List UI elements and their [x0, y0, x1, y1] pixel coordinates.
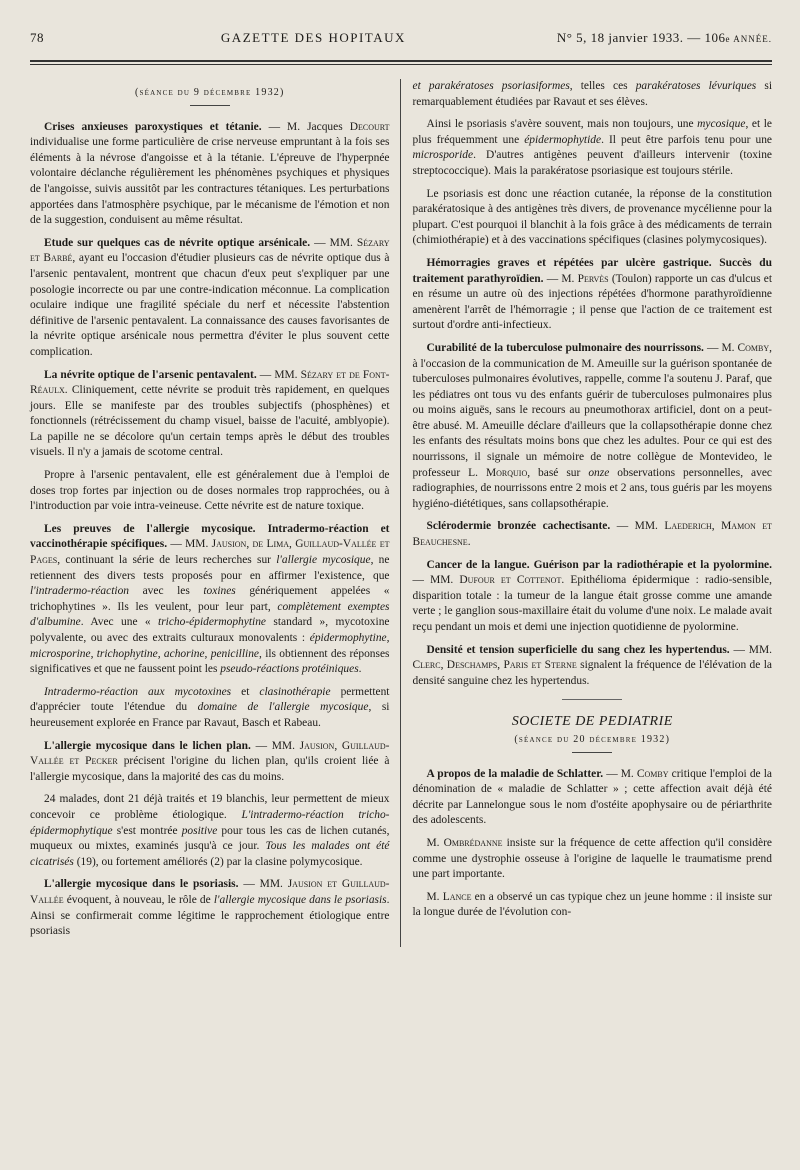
- article-lichen-plan-p2: 24 malades, dont 21 déjà traités et 19 blanchis, leur permettent de mieux concevoir ce problème étiologique. L'intradermo-réaction tricho-épidermophytique s'est montrée positive pour tous les cas de lichen cutanés, muqueux ou mixtes, examinés jusqu'à ce jour. Tous les malades ont été cicatrisés (19), ou fortement améliorés (2) par la clasine polymycosique.: [30, 793, 390, 868]
- header-rule: [30, 60, 772, 65]
- article-title: Les preuves de l'allergie mycosique. Intradermo-réaction et vaccinothérapie spécifiques.: [30, 522, 390, 551]
- article-title: Crises anxieuses paroxystiques et tétanie.: [44, 120, 262, 133]
- columns: [30, 79, 772, 947]
- article-nevrite-pentavalent-p2: Propre à l'arsenic pentavalent, elle est généralement due à l'emploi de doses trop fortes par injection ou de doses normales trop rapprochées, ou à l'introduction par voie intra-veineuse. Cette névrite est de nature toxique.: [30, 469, 390, 513]
- left-column: [30, 79, 400, 947]
- article-lichen-plan: L'allergie mycosique dans le lichen plan. — MM. Jausion, Guillaud-Vallée et Pecker précisent l'origine du lichen plan, qu'ils croient liée à l'allergie mycosique, dans la majorité des cas du moins.: [30, 739, 390, 783]
- page-number: 78: [30, 30, 44, 45]
- article-allergie-mycosique: Les preuves de l'allergie mycosique. Intradermo-réaction et vaccinothérapie spécifiques. — MM. Jausion, de Lima, Guillaud-Vallée et Pages, continuant la série de leurs recherches sur l'allergie mycosique, ne retiennent des divers tests proposés pour en affirmer l'existence, que l'intradermo-réaction avec les toxines génériquement appelées « trichophytines ». Ils les veulent, pour leur part, complètement exemptes d'albumine. Avec une « tricho-épidermophytine standard », mycotoxine polyvalente, ou avec des extraits culturaux monovalents : épidermophytine, microsporine, trichophytine, achorine, penicilline, ils obtiennent des réponses significatives et que ne faussent point les pseudo-réactions protéiniques.: [30, 522, 390, 676]
- article-psoriasis: L'allergie mycosique dans le psoriasis. — MM. Jausion et Guillaud-Vallée évoquent, à nouveau, le rôle de l'allergie mycosique dans le psoriasis. Ainsi se confirmerait comme légitime le rapprochement étiologique entre psoriasis: [30, 878, 390, 938]
- article-body: individualise une forme particulière de crise nerveuse empruntant à la fois ses éléments à la névrose d'angoisse et à la tétanie. L'épreuve de l'hyperpnée volontaire déclanche régulièrement les phénomènes psychiques et physiques de l'angoisse, suivis aussitôt par les contractures tétaniques. Les perturbations apportées dans l'atmosphère psychique, par le mécanisme de l'émotion et non de la suggestion, conduisent au même résultat.: [30, 136, 390, 227]
- article-crises-anxieuses: Crises anxieuses paroxystiques et tétanie. — M. Jacques Decourt individualise une forme particulière de crise nerveuse empruntant à la fois ses éléments à la névrose d'angoisse et à la tétanie. L'épreuve de l'hyperpnée volontaire déclanche régulièrement les phénomènes psychiques et physiques de l'angoisse, suivis aussitôt par les contractures tétaniques. Les perturbations apportées dans l'atmosphère psychique, par le mécanisme de l'émotion et non de la suggestion, conduisent au même résultat.: [30, 120, 390, 227]
- article-densite-sang: Densité et tension superficielle du sang chez les hypertendus. — MM. Clerc, Deschamps, Paris et Sterne signalent la fréquence de l'élévation de la densité sanguine chez les hypertendus.: [412, 643, 772, 687]
- article-title: Hémorragies graves et répétées par ulcère gastrique. Succès du traitement parathyroïdien.: [412, 256, 772, 285]
- author: Decourt: [349, 120, 390, 133]
- article-psoriasis-cont: et parakératoses psoriasiformes, telles ces parakératoses lévuriques si remarquablement étudiées par Ravaut et ses élèves.: [412, 80, 772, 108]
- author: Sézary et Barbé: [30, 236, 390, 265]
- article-psoriasis-p3: Le psoriasis est donc une réaction cutanée, la réponse de la constitution parakératosique à des antigènes très divers, de provenance mycélienne pour la plupart. C'est pourquoi il blanchit à la fois grâce à des médicaments de terrain (chimiothérapie) et à des vaccinations spécifiques (clasines polymycosiques).: [412, 187, 772, 247]
- author: Pervès: [577, 272, 609, 285]
- article-title: A propos de la maladie de Schlatter.: [426, 767, 604, 780]
- article-nevrite-arsenicale: Etude sur quelques cas de névrite optique arsénicale. — MM. Sézary et Barbé, ayant eu l'occasion d'étudier plusieurs cas de névrite optique dus à l'arsenic pentavalent, montrent que chacun d'eux peut s'expliquer par une posologie incorrecte ou par une contre-indication méconnue. La complication oculaire indique une fragilité spéciale du nerf et nécessite l'abstention définitive de l'arsenic pentavalent. La connaissance des causes favorisantes de la névrite optique arsénicale nous permettra d'éviter le plus souvent cette complication.: [30, 236, 390, 358]
- section-divider: [562, 699, 622, 700]
- article-title: La névrite optique de l'arsenic pentavalent.: [44, 368, 257, 381]
- article-title: Cancer de la langue. Guérison par la radiothérapie et la pyolormine.: [426, 558, 772, 571]
- author: Jausion, de Lima, Guillaud-Vallée et Pages: [30, 538, 390, 567]
- article-title: Curabilité de la tuberculose pulmonaire des nourrissons.: [426, 341, 704, 354]
- author: Morquio: [485, 466, 528, 479]
- session-date: (séance du 9 décembre 1932): [134, 87, 285, 98]
- article-body: , ayant eu l'occasion d'étudier plusieurs cas de névrite optique dus à l'arsenic pentavalent, montrent que chacun d'eux peut s'expliquer par une posologie incorrecte ou par une contre-indication méconnue. La complication oculaire indique une fragilité spéciale du nerf et nécessite l'abstention définitive de l'arsenic pentavalent. La connaissance des causes favorisantes de la névrite optique arsénicale nous permettra d'éviter le plus souvent cette complication.: [30, 252, 390, 358]
- section-divider: [572, 752, 612, 753]
- author: Lance: [442, 890, 472, 903]
- article-title: L'allergie mycosique dans le lichen plan.: [44, 739, 251, 752]
- author: Jausion, Guillaud-Vallée et Pecker: [30, 739, 390, 768]
- author: Comby: [636, 767, 669, 780]
- author: Ombrédanne: [443, 836, 503, 849]
- article-title: Sclérodermie bronzée cachectisante.: [426, 520, 611, 533]
- author: Sézary et de Font-Réaulx: [30, 368, 390, 397]
- article-ombredanne: M. Ombrédanne insiste sur la fréquence de cette affection qu'il considère comme une dystrophie osseuse à l'origine de laquelle le traumatisme prend une part importante.: [412, 836, 772, 881]
- article-title: L'allergie mycosique dans le psoriasis.: [44, 878, 239, 891]
- article-lance: M. Lance en a observé un cas typique chez un jeune homme : il insiste sur la longue durée de l'évolution con-: [412, 890, 772, 919]
- author: Dufour et Cottenot: [459, 574, 562, 587]
- article-body: . Cliniquement, cette névrite se produit très rapidement, en quelques jours. Elle se manifeste par des troubles subjectifs (phosphènes) et fonctionnels (rétrécissement du champ visuel, baisse de l'acuité, amblyopie). La papille ne se décolore qu'un certain temps après le début des troubles visuels. Il n'y a jamais de scotome central.: [30, 384, 390, 459]
- article-nevrite-pentavalent: La névrite optique de l'arsenic pentavalent. — MM. Sézary et de Font-Réaulx. Cliniquement, cette névrite se produit très rapidement, en quelques jours. Elle se manifeste par des troubles subjectifs (phosphènes) et fonctionnels (rétrécissement du champ visuel, baisse de l'acuité, amblyopie). La papille ne se décolore qu'un certain temps après le début des troubles visuels. Il n'y a jamais de scotome central.: [30, 368, 390, 459]
- page-header: [30, 30, 772, 52]
- section-divider: [190, 105, 230, 106]
- article-psoriasis-p2: Ainsi le psoriasis s'avère souvent, mais non toujours, une mycosique, et le plus fréquemment une épidermophytide. Il peut être parfois tenu pour une microsporide. D'autres antigènes peuvent d'ailleurs intervenir (toxine streptococcique). Mais la parakératose psoriasique est toujours stérile.: [412, 118, 773, 177]
- author: Comby: [737, 341, 770, 354]
- author: Laederich, Mamon et Beauchesne: [412, 520, 773, 549]
- article-schlatter: A propos de la maladie de Schlatter. — M. Comby critique l'emploi de la dénomination de « maladie de Schlatter » ; cette affection avait déjà été décrite par Lannelongue sous le nom d'ostéite apophysaire ou de périarthrite des adolescents.: [412, 767, 772, 827]
- article-allergie-mycosique-p2: Intradermo-réaction aux mycotoxines et clasinothérapie permettent d'apprécier toute l'étendue du domaine de l'allergie mycosique, si heureusement explorée en France par Ravaut, Basch et Rabeau.: [30, 685, 390, 729]
- article-cancer-langue: Cancer de la langue. Guérison par la radiothérapie et la pyolormine. — MM. Dufour et Cottenot. Epithélioma épidermique : radio-sensible, disparition totale : la tumeur de la langue était grosse comme une amande verte ; le ganglion sous-maxillaire était du volume d'une noix. Le malade avait reçu pendant un mois et demi une injection quotidienne de pyolormine.: [412, 558, 772, 633]
- society-heading: SOCIETE DE PEDIATRIE: [511, 714, 673, 730]
- author: Clerc, Deschamps, Paris et Sterne: [412, 659, 577, 672]
- article-sclerodermie: Sclérodermie bronzée cachectisante. — MM. Laederich, Mamon et Beauchesne.: [412, 520, 773, 549]
- article-hemorragies: Hémorragies graves et répétées par ulcère gastrique. Succès du traitement parathyroïdien. — M. Pervès (Toulon) rapporte un cas d'ulcus et en résume un autre où des injections répétées d'hormone parathyroïdienne amenèrent l'arrêt de l'hémorragie ; il pense que l'action de ce traitement est surtout d'ordre anti-infectieux.: [412, 256, 773, 332]
- article-title: Etude sur quelques cas de névrite optique arsénicale.: [44, 236, 311, 249]
- issue-date: N° 5, 18 janvier 1933. — 106: [556, 30, 726, 45]
- article-title: Densité et tension superficielle du sang chez les hypertendus.: [426, 643, 730, 656]
- right-column: [400, 79, 773, 947]
- author: Jausion et Guillaud-Vallée: [30, 878, 390, 906]
- issue-year-suffix: e ANNÉE.: [725, 34, 772, 44]
- issue-info: [557, 30, 772, 46]
- article-tuberculose: Curabilité de la tuberculose pulmonaire des nourrissons. — M. Comby, à l'occasion de la communication de M. Ameuille sur la guérison spontanée de tuberculoses pulmonaires évolutives, rappelle, comme l'a soutenu J. Paraf, que les pédiatres ont tous vu des enfants guérir de tuberculoses pulmonaires plus ou moins aiguës, sans le recours au pneumothorax artificiel, dont on a peut-être abusé. M. Ameuille déclare d'ailleurs que la collapsothérapie donne chez les enfants des résultats moins bons que chez les adultes. Pour ce qui est des nourrissons, il signale un mémoire de notre collègue de Montevideo, le professeur L. Morquio, basé sur onze observations personnelles, avec radiographies, de nourrissons entre 2 mois et 2 ans, tous guéris par les moyens hygiéno-diététiques, sans collapsothérapie.: [412, 341, 773, 510]
- session-date: (séance du 20 décembre 1932): [514, 733, 671, 745]
- journal-title: GAZETTE DES HOPITAUX: [220, 30, 406, 45]
